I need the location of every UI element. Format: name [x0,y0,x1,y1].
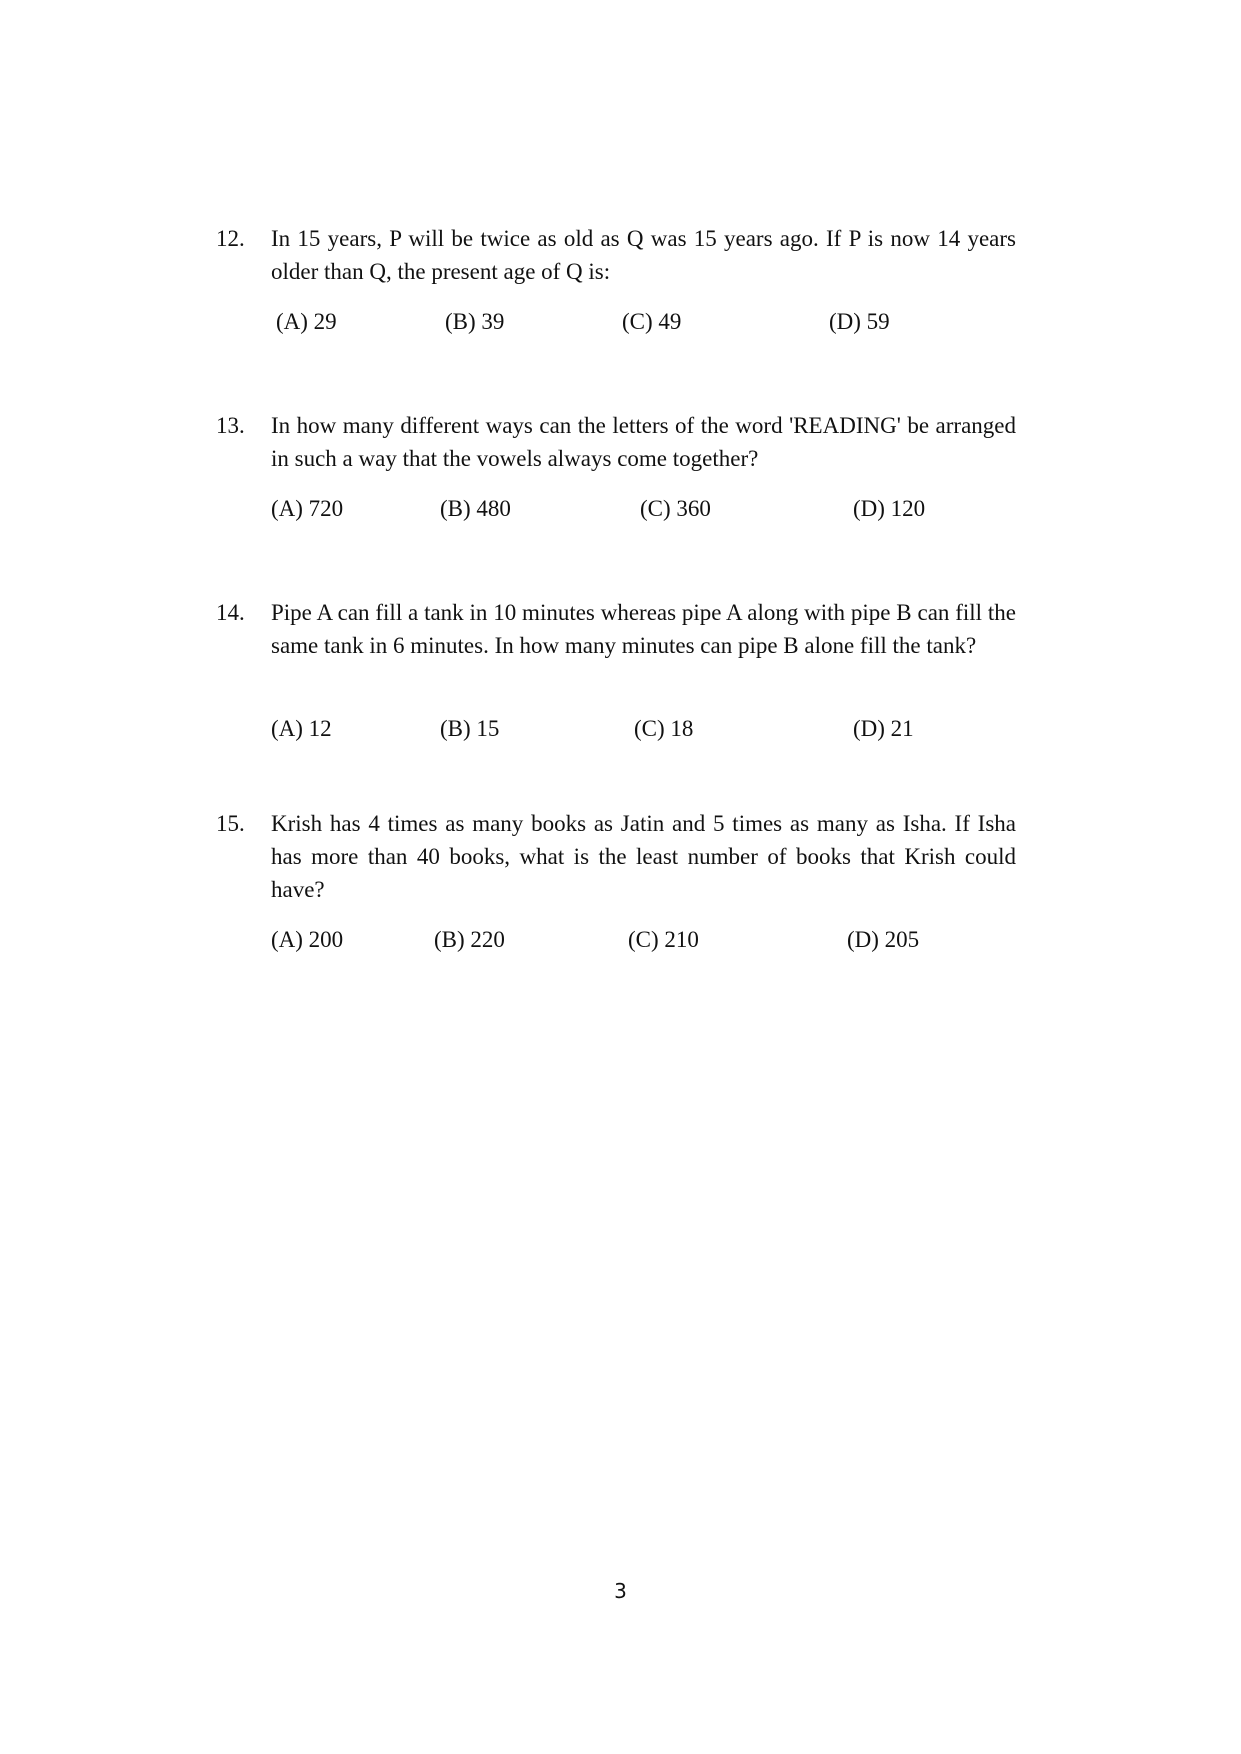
option-a: (A) 720 [271,496,344,521]
option-a: (A) 200 [271,927,344,952]
option-c: (C) 210 [628,927,699,952]
option-b: (B) 39 [445,309,505,334]
option-d: (D) 59 [829,309,890,334]
option-c: (C) 49 [622,309,682,334]
question-number: 15. [216,811,245,836]
option-b: (B) 15 [440,716,500,741]
option-d: (D) 21 [853,716,914,741]
question-number: 13. [216,413,245,438]
question-text: In how many different ways can the letters of the word 'READING' be arranged in such a way that the vowels always come together? [271,413,1016,471]
option-d: (D) 120 [853,496,926,521]
option-a: (A) 12 [271,716,332,741]
option-a: (A) 29 [276,309,337,334]
question-text: Krish has 4 times as many books as Jatin and 5 times as many as Isha. If Isha has more than 40 books, what is the least number of books that Krish could have? [271,811,1016,902]
option-c: (C) 360 [640,496,711,521]
question-text: Pipe A can fill a tank in 10 minutes whereas pipe A along with pipe B can fill the same tank in 6 minutes. In how many minutes can pipe B alone fill the tank? [271,600,1016,658]
option-c: (C) 18 [634,716,694,741]
option-b: (B) 220 [434,927,505,952]
option-d: (D) 205 [847,927,920,952]
question-number: 12. [216,226,245,251]
option-b: (B) 480 [440,496,511,521]
question-text: In 15 years, P will be twice as old as Q was 15 years ago. If P is now 14 years older than Q, the present age of Q is: [271,226,1016,284]
question-number: 14. [216,600,245,625]
page-number: 3 [614,1579,627,1603]
